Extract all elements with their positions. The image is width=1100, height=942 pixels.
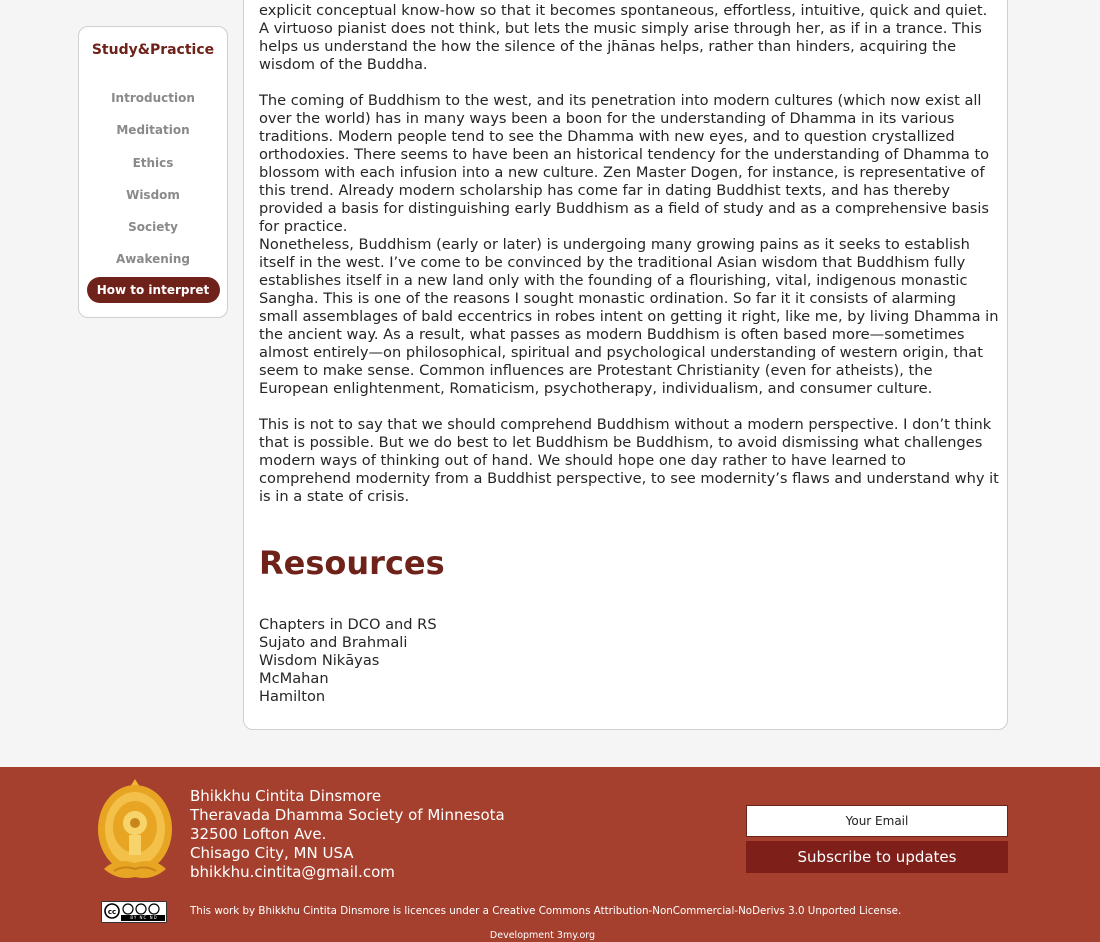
site-footer [0, 767, 1100, 942]
sidebar-item-meditation[interactable]: Meditation [116, 123, 190, 138]
resources-list [259, 616, 437, 706]
resource-item: Hamilton [259, 688, 326, 705]
license-text [190, 905, 901, 917]
article-paragraph: The coming of Buddhism to the west, and its penetration into modern cultures (which now exist all over the world) has in many ways been a boon for the understanding of Dhamma in its various traditions. Modern people tend to see the Dhamma with new eyes, and to question crystallized orthodoxies. There seems to have been an historical tendency for the understanding of Dhamma to blossom with each infusion into a new culture. Zen Master Dogen, for instance, is representative of this trend. Already modern scholarship has come far in dating Buddhist texts, and has thereby provided a basis for distinguishing early Buddhism as a field of study and as a comprehensive basis for practice. [259, 92, 990, 235]
sidebar-item-wisdom[interactable]: Wisdom [126, 187, 180, 202]
sidebar-item-introduction[interactable]: Introduction [111, 91, 195, 105]
license-prefix: This work by [190, 905, 259, 917]
license-suffix: . [897, 905, 902, 917]
license-middle: is licences under a [389, 905, 493, 917]
address-name: Bhikkhu Cintita Dinsmore [190, 787, 382, 805]
sidebar-nav [79, 82, 227, 311]
dhamma-society-emblem-icon [96, 777, 174, 887]
svg-text:cc: cc [107, 908, 117, 916]
sidebar-item-active-label: How to interpret [87, 277, 220, 303]
sidebar-item-how-to-interpret[interactable] [79, 277, 227, 311]
resource-item: Wisdom Nikāyas [259, 652, 380, 669]
license-link[interactable]: Creative Commons Attribution-NonCommercial-NoDerivs 3.0 Unported License [492, 905, 898, 917]
sidebar-item-ethics[interactable]: Ethics [132, 155, 174, 170]
cc-badge-label: BY NC ND [130, 915, 158, 920]
address-city: Chisago City, MN USA [190, 844, 354, 862]
study-practice-sidebar [78, 26, 228, 318]
sidebar-item-awakening[interactable]: Awakening [115, 252, 191, 267]
subscribe-button[interactable]: Subscribe to updates [746, 841, 1008, 873]
sidebar-item-society[interactable]: Society [128, 220, 178, 235]
email-field[interactable] [746, 805, 1008, 837]
development-credit[interactable]: Development 3my.org [489, 930, 596, 941]
creative-commons-badge-icon[interactable] [101, 901, 167, 923]
sidebar-title: Study&Practice [91, 42, 215, 58]
address-organization: Theravada Dhamma Society of Minnesota [190, 806, 505, 824]
article-paragraph: Nonetheless, Buddhism (early or later) is undergoing many growing pains as it seeks to establish itself in the west. I’ve come to be convinced by the traditional Asian wisdom that Buddhism fully establishes itself in a new land only with the founding of a flourishing, vital, indigenous monastic Sangha. This is one of the reasons I sought monastic ordination. So far it it consists of alarming small assemblages of bald eccentrics in robes intent on getting it right, like me, by living Dhamma in the ancient way. As a result, what passes as modern Buddhism is often based more—sometimes almost entirely—on philosophical, spiritual and psychological understanding of western origin, that seem to make sense. Common influences are Protestant Christianity (even for atheists), the European enlightenment, Romaticism, psychotherapy, individualism, and consumer culture. [259, 236, 999, 397]
resource-item: McMahan [259, 670, 329, 687]
resource-item: Sujato and Brahmali [259, 634, 408, 651]
article-panel [243, 0, 1008, 730]
resources-heading: Resources [259, 544, 445, 582]
article-paragraph: This is not to say that we should comprehend Buddhism without a modern perspective. I don’t think that is possible. But we do best to let Buddhism be Buddhism, to avoid dismissing what challenges modern ways of thinking out of hand. We should hope one day rather to have learned to comprehend modernity from a Buddhist perspective, to see modernity’s flaws and understand why it is in a state of crisis. [259, 416, 999, 505]
resource-item: Chapters in DCO and RS [259, 616, 437, 633]
contact-address [190, 787, 505, 882]
address-email-link[interactable]: bhikkhu.cintita@gmail.com [190, 863, 395, 881]
license-author-link[interactable]: Bhikkhu Cintita Dinsmore [258, 905, 390, 917]
address-street: 32500 Lofton Ave. [190, 825, 327, 843]
article-paragraph: explicit conceptual know-how so that it becomes spontaneous, effortless, intuitive, quick and quiet. A virtuoso pianist does not think, but lets the music simply arise through her, as if in a trance. This helps us understand the how the silence of the jhānas helps, rather than hinders, acquiring the wisdom of the Buddha. [259, 2, 988, 73]
